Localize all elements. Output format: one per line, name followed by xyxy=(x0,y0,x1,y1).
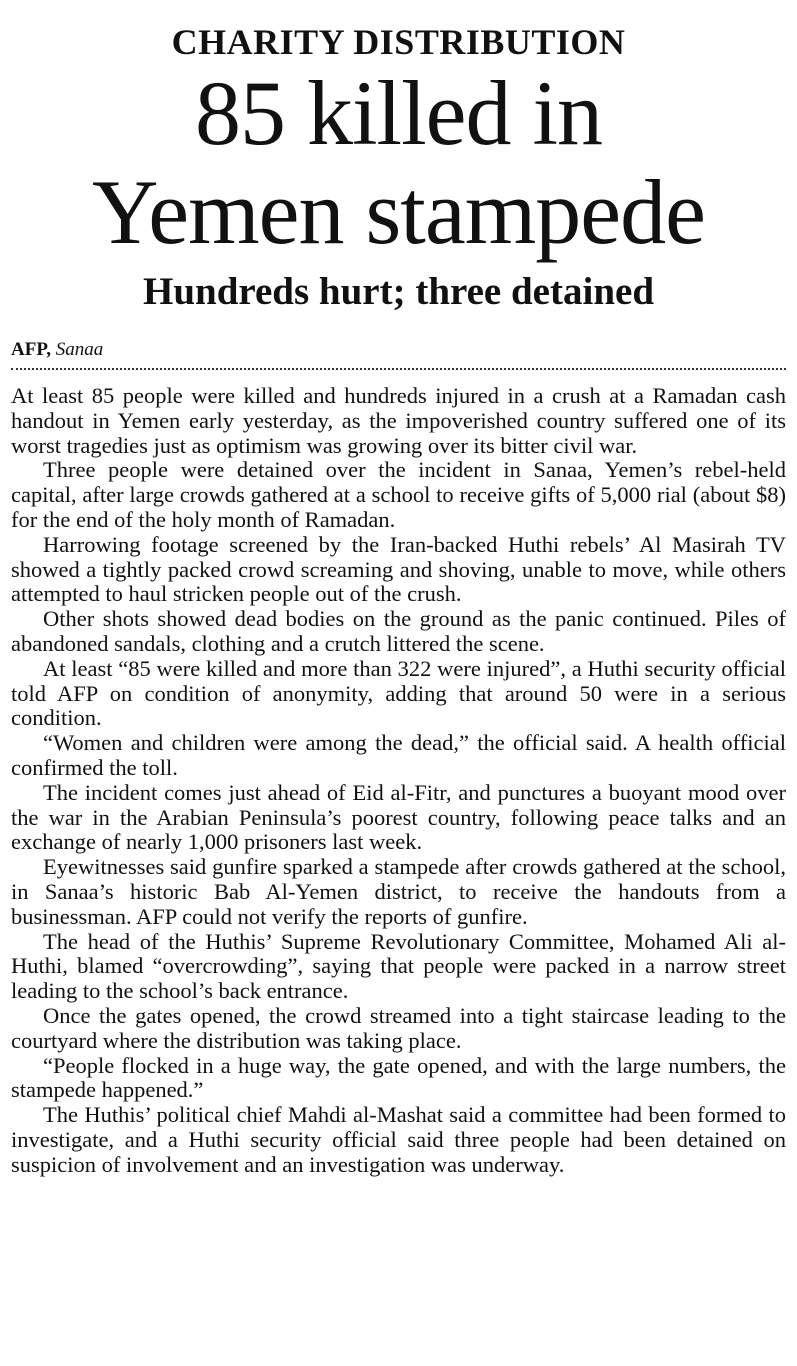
paragraph-1: At least 85 people were killed and hundreds injured in a crush at a Ramadan cash handout in Yemen early yesterday, as the impoverished country suffered one of its worst tragedies just as optimism was growing over its bitter civil war. xyxy=(11,383,786,458)
paragraph-2: Three people were detained over the incident in Sanaa, Yemen’s rebel-held capital, after large crowds gathered at a school to receive gifts of 5,000 rial (about $8) for the end of the holy month of Ramadan. xyxy=(11,457,786,532)
headline xyxy=(11,64,786,262)
subheadline: Hundreds hurt; three detained xyxy=(142,270,655,313)
paragraph-12: The Huthis’ political chief Mahdi al-Mashat said a committee had been formed to investigate, and a Huthi security official said three people had been detained on suspicion of involvement and an investigation was underway. xyxy=(11,1102,786,1177)
paragraph-4: Other shots showed dead bodies on the ground as the panic continued. Piles of abandoned sandals, clothing and a crutch littered the scene. xyxy=(11,606,786,656)
byline xyxy=(11,338,786,362)
paragraph-10: Once the gates opened, the crowd streamed into a tight staircase leading to the courtyard where the distribution was taking place. xyxy=(11,1002,786,1053)
paragraph-8: Eyewitnesses said gunfire sparked a stampede after crowds gathered at the school, in Sanaa’s historic Bab Al-Yemen district, to receive the handouts from a businessman. AFP could not verify the reports of gunfire. xyxy=(11,854,786,929)
dotted-divider xyxy=(11,368,786,370)
byline-agency: AFP, xyxy=(11,339,51,360)
paragraph-3: Harrowing footage screened by the Iran-backed Huthi rebels’ Al Masirah TV showed a tightly packed crowd screaming and shoving, unable to move, while others attempted to haul stricken people out of the crush. xyxy=(11,531,786,607)
section-kicker: CHARITY DISTRIBUTION xyxy=(171,22,626,62)
paragraph-9: The head of the Huthis’ Supreme Revolutionary Committee, Mohamed Ali al-Huthi, blamed “overcrowding”, saying that people were packed in a narrow street leading to the school’s back entrance. xyxy=(11,928,786,1004)
byline-place: Sanaa xyxy=(55,339,104,360)
headline-line-1: 85 killed in xyxy=(194,62,603,164)
paragraph-11: “People flocked in a huge way, the gate opened, and with the large numbers, the stampede happened.” xyxy=(11,1052,786,1103)
headline-line-2: Yemen stampede xyxy=(92,161,705,263)
paragraph-5: At least “85 were killed and more than 322 were injured”, a Huthi security official told AFP on condition of anonymity, adding that around 50 were in a serious condition. xyxy=(11,655,786,731)
paragraph-7: The incident comes just ahead of Eid al-Fitr, and punctures a buoyant mood over the war in the Arabian Peninsula’s poorest country, following peace talks and an exchange of nearly 1,000 prisoners last week. xyxy=(11,779,786,855)
article-body xyxy=(11,384,786,1178)
paragraph-6: “Women and children were among the dead,” the official said. A health official confirmed the toll. xyxy=(11,730,786,780)
